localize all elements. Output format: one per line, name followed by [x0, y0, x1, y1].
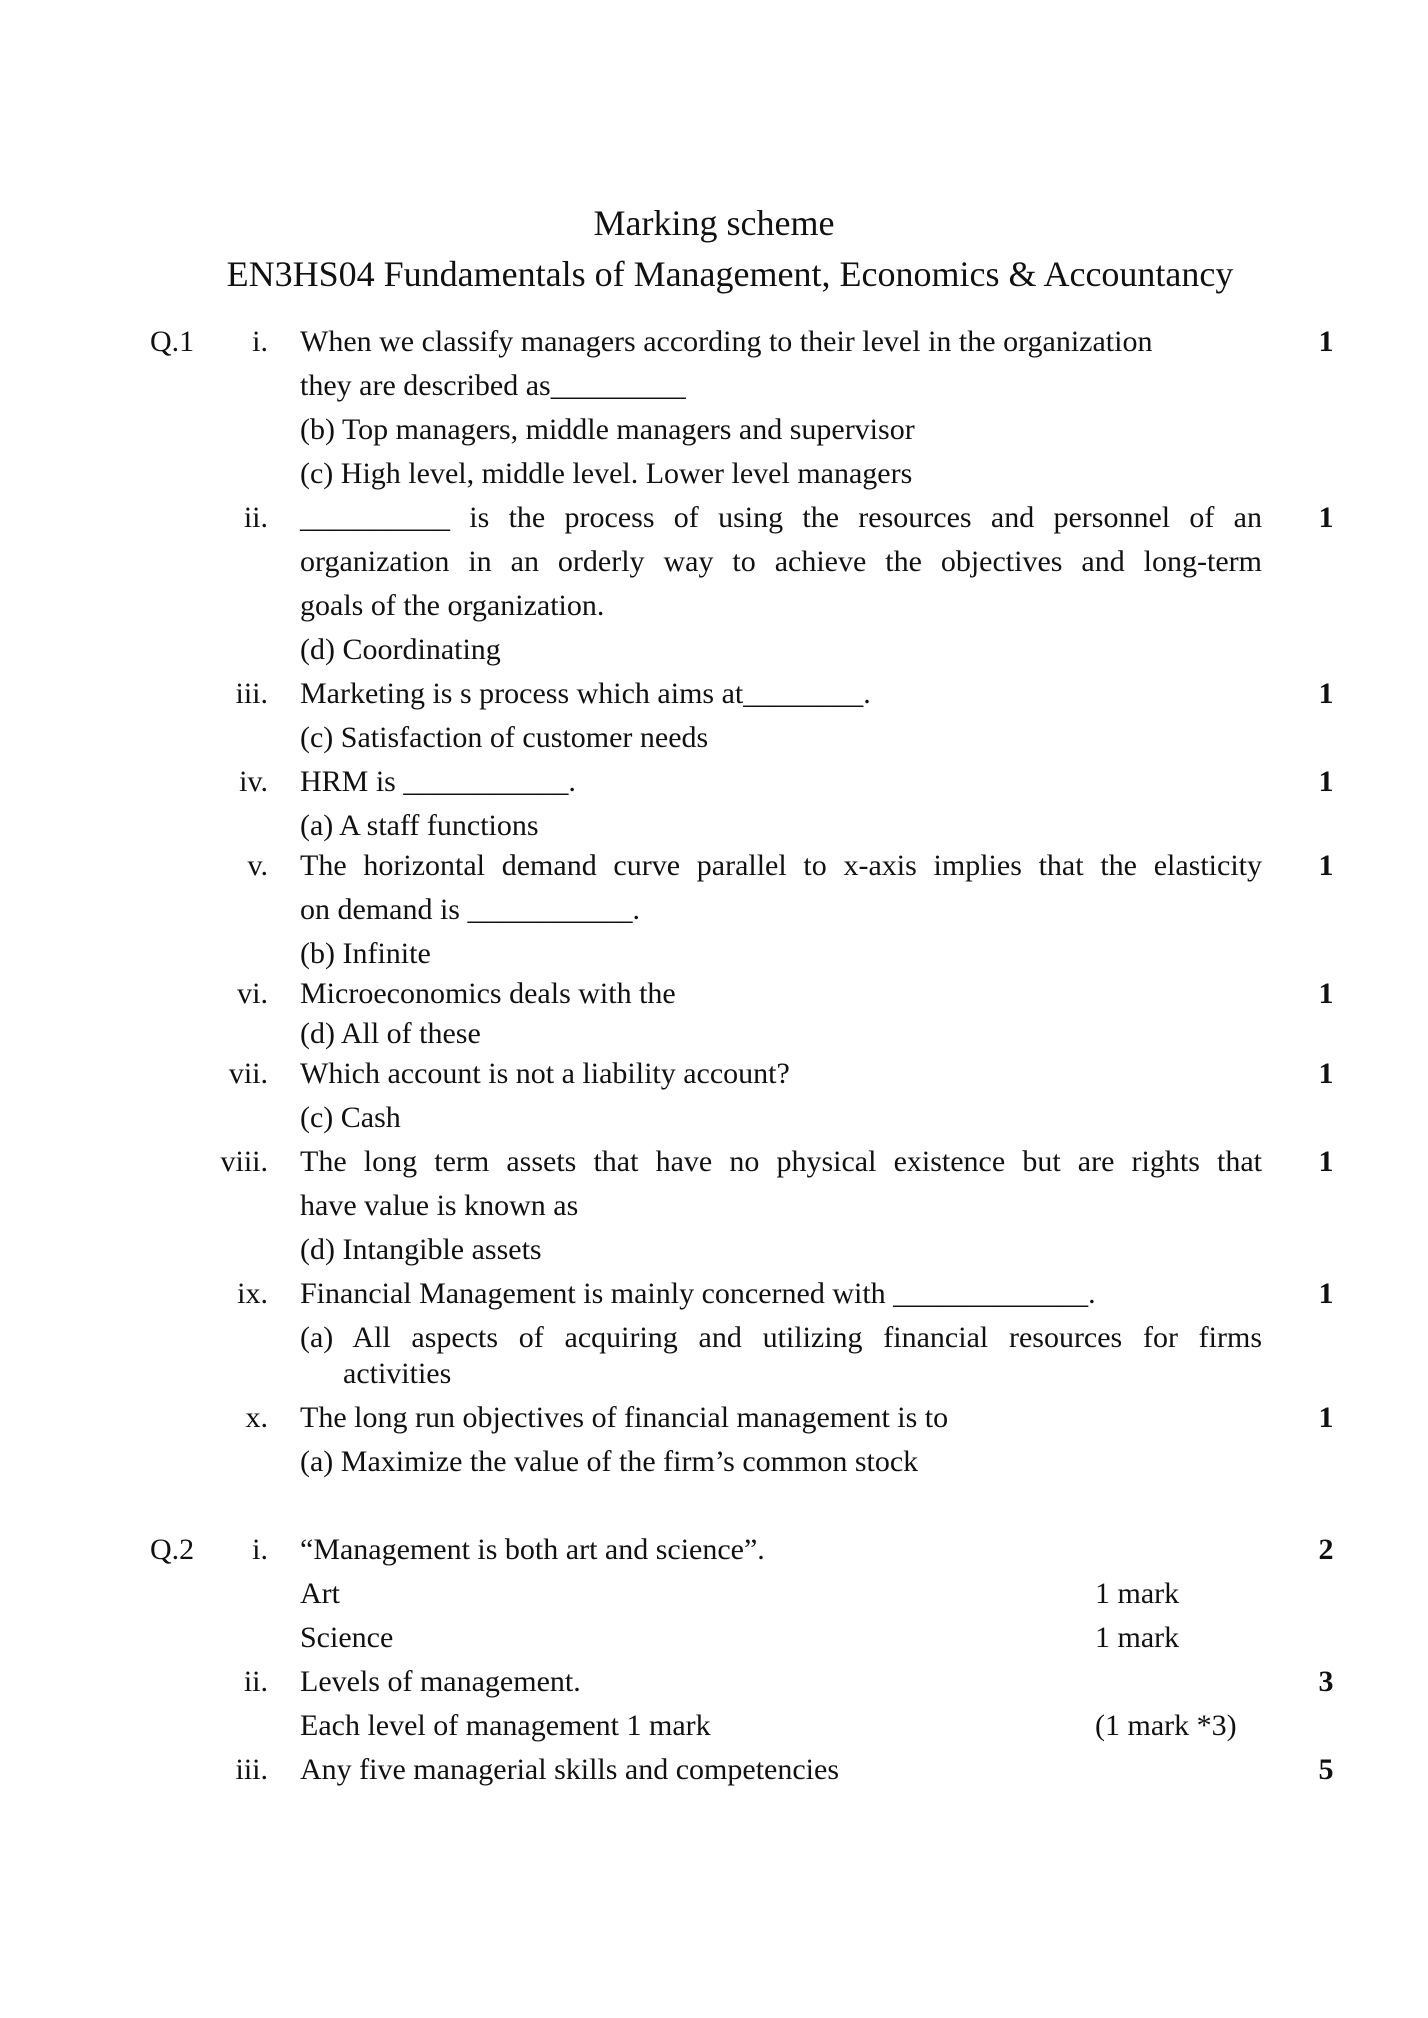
question-text: Levels of management.: [300, 1665, 581, 1698]
mark-value: 1: [1318, 1401, 1334, 1434]
question-text: organization in an orderly way to achieve the objectives and long-term: [300, 545, 1262, 578]
question-text: have value is known as: [300, 1189, 579, 1222]
item-number: vi.: [237, 977, 268, 1010]
mark-value: 2: [1318, 1533, 1334, 1566]
question-text: Which account is not a liability account?: [300, 1057, 790, 1090]
item-number: iii.: [235, 677, 268, 710]
answer-option: (d) Coordinating: [300, 633, 501, 666]
item-number: ii.: [243, 1665, 268, 1698]
criterion-mark: 1 mark: [1095, 1621, 1180, 1654]
item-number: i.: [252, 1533, 268, 1566]
answer-option: (c) High level, middle level. Lower level managers: [300, 457, 913, 490]
item-number: i.: [252, 325, 268, 358]
mark-value: 1: [1318, 765, 1334, 798]
mark-value: 1: [1318, 501, 1334, 534]
mark-value: 1: [1318, 677, 1334, 710]
mark-value: 1: [1318, 977, 1334, 1010]
question-text: __________ is the process of using the resources and personnel of an: [300, 501, 1262, 534]
question-text: on demand is ___________.: [300, 893, 640, 926]
mark-value: 1: [1318, 325, 1334, 358]
mark-value: 1: [1318, 1277, 1334, 1310]
answer-option: (b) Top managers, middle managers and supervisor: [300, 413, 915, 446]
question-text: When we classify managers according to their level in the organization: [300, 325, 1153, 358]
answer-option: (a) A staff functions: [300, 809, 539, 842]
answer-option: (c) Cash: [300, 1101, 401, 1134]
question-text: “Management is both art and science”.: [300, 1533, 765, 1566]
answer-option: (d) Intangible assets: [300, 1233, 542, 1266]
mark-value: 3: [1318, 1665, 1334, 1698]
mark-value: 1: [1318, 1057, 1334, 1090]
question-text: Microeconomics deals with the: [300, 977, 676, 1010]
marking-criterion: Art: [300, 1577, 340, 1610]
criterion-mark: (1 mark *3): [1095, 1709, 1237, 1742]
question-label-q2: Q.2: [150, 1533, 195, 1566]
question-text: HRM is ___________.: [300, 765, 576, 798]
answer-option: (c) Satisfaction of customer needs: [300, 721, 709, 754]
answer-option: (d) All of these: [300, 1017, 481, 1050]
question-text: Marketing is s process which aims at________.: [300, 677, 871, 710]
answer-option: (a) All aspects of acquiring and utilizing financial resources for firms: [300, 1321, 1262, 1354]
item-number: ix.: [237, 1277, 268, 1310]
marking-criterion: Each level of management 1 mark: [300, 1709, 711, 1742]
question-label-q1: Q.1: [150, 325, 195, 358]
question-text: goals of the organization.: [300, 589, 605, 622]
marking-criterion: Science: [300, 1621, 394, 1654]
item-number: iv.: [239, 765, 268, 798]
criterion-mark: 1 mark: [1095, 1577, 1180, 1610]
document-subtitle: EN3HS04 Fundamentals of Management, Economics & Accountancy: [226, 254, 1234, 294]
item-number: viii.: [220, 1145, 268, 1178]
question-text: Any five managerial skills and competencies: [300, 1753, 839, 1786]
item-number: vii.: [228, 1057, 268, 1090]
mark-value: 5: [1318, 1753, 1334, 1786]
question-text: The long term assets that have no physical existence but are rights that: [300, 1145, 1262, 1178]
document-title: Marking scheme: [593, 203, 835, 243]
question-text: Financial Management is mainly concerned with _____________.: [300, 1277, 1096, 1310]
item-number: v.: [247, 849, 268, 882]
question-text: The horizontal demand curve parallel to x-axis implies that the elasticity: [300, 849, 1262, 882]
item-number: x.: [245, 1401, 268, 1434]
question-text: The long run objectives of financial management is to: [300, 1401, 949, 1434]
item-number: ii.: [243, 501, 268, 534]
answer-option: (a) Maximize the value of the firm’s common stock: [300, 1445, 919, 1478]
mark-value: 1: [1318, 1145, 1334, 1178]
answer-option: (b) Infinite: [300, 937, 431, 970]
answer-option: activities: [343, 1357, 452, 1390]
question-text: they are described as_________: [300, 369, 686, 402]
mark-value: 1: [1318, 849, 1334, 882]
item-number: iii.: [235, 1753, 268, 1786]
